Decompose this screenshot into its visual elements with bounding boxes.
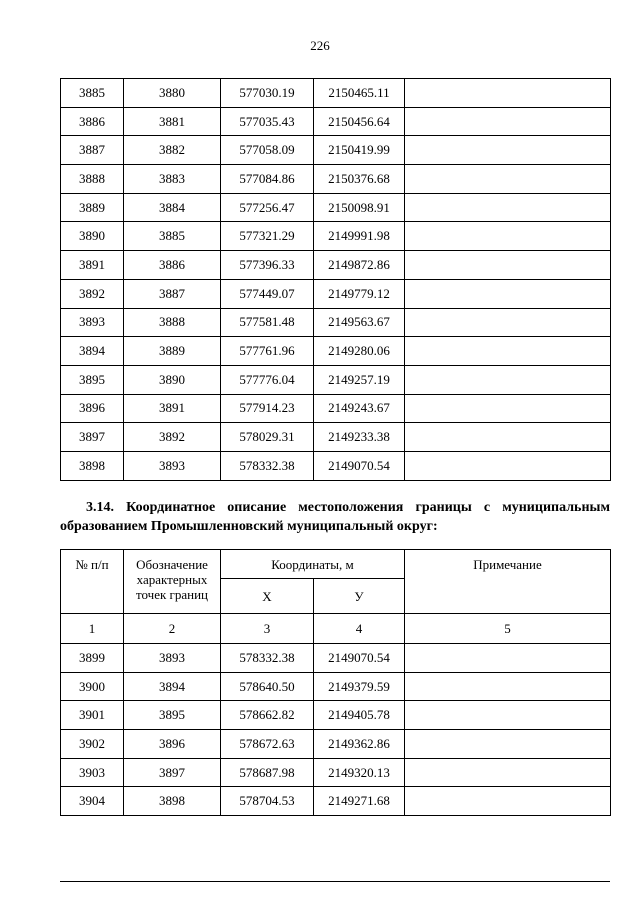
table-header: [61, 550, 611, 644]
cell-y: 2149779.12: [314, 279, 405, 308]
page-number: 226: [310, 38, 330, 53]
cell-designation: 3881: [124, 107, 221, 136]
cell-y: 2150465.11: [314, 79, 405, 108]
cell-designation: 3882: [124, 136, 221, 165]
cell-x: 577321.29: [221, 222, 314, 251]
cell-note: [405, 193, 611, 222]
table-row: [61, 251, 611, 280]
coordinates-table-3-14: [60, 549, 611, 816]
cell-x: 577256.47: [221, 193, 314, 222]
cell-x: 577058.09: [221, 136, 314, 165]
cell-number: 3891: [61, 251, 124, 280]
table-row: [61, 136, 611, 165]
column-number: 3: [221, 614, 314, 644]
cell-x: 578640.50: [221, 672, 314, 701]
cell-note: [405, 451, 611, 480]
cell-designation: 3889: [124, 337, 221, 366]
cell-number: 3886: [61, 107, 124, 136]
coordinates-table-body: [61, 644, 611, 816]
header-coordinates: Координаты, м: [221, 550, 405, 579]
table-row: [61, 279, 611, 308]
coordinates-table-body: [61, 79, 611, 481]
cell-designation: 3890: [124, 365, 221, 394]
section-heading: [60, 498, 610, 536]
cell-number: 3900: [61, 672, 124, 701]
cell-x: 577761.96: [221, 337, 314, 366]
cell-note: [405, 423, 611, 452]
cell-y: 2149233.38: [314, 423, 405, 452]
cell-note: [405, 136, 611, 165]
cell-note: [405, 672, 611, 701]
cell-number: 3899: [61, 644, 124, 673]
cell-number: 3902: [61, 730, 124, 759]
cell-y: 2149872.86: [314, 251, 405, 280]
cell-note: [405, 394, 611, 423]
cell-number: 3904: [61, 787, 124, 816]
column-number: 5: [405, 614, 611, 644]
cell-y: 2149243.67: [314, 394, 405, 423]
cell-y: 2149563.67: [314, 308, 405, 337]
cell-number: 3893: [61, 308, 124, 337]
cell-y: 2149280.06: [314, 337, 405, 366]
header-designation: Обозначение характерных точек границ: [124, 550, 221, 614]
cell-designation: 3895: [124, 701, 221, 730]
cell-note: [405, 701, 611, 730]
cell-y: 2150376.68: [314, 165, 405, 194]
table-row: [61, 337, 611, 366]
table-row: [61, 365, 611, 394]
cell-note: [405, 79, 611, 108]
table-row: [61, 451, 611, 480]
table-row: [61, 394, 611, 423]
cell-x: 577776.04: [221, 365, 314, 394]
section-heading-text: 3.14. Координатное описание местоположения границы с муниципальным образованием Промышленновский муниципальный округ:: [60, 500, 610, 534]
cell-designation: 3898: [124, 787, 221, 816]
table-row: [61, 308, 611, 337]
cell-designation: 3896: [124, 730, 221, 759]
cell-number: 3897: [61, 423, 124, 452]
cell-x: 577581.48: [221, 308, 314, 337]
cell-designation: 3888: [124, 308, 221, 337]
table-row: [61, 730, 611, 759]
cell-designation: 3892: [124, 423, 221, 452]
cell-note: [405, 107, 611, 136]
table-row: [61, 787, 611, 816]
table-row: [61, 644, 611, 673]
cell-x: 577449.07: [221, 279, 314, 308]
cell-x: 577396.33: [221, 251, 314, 280]
cell-x: 578704.53: [221, 787, 314, 816]
footer-rule: [60, 881, 610, 882]
cell-note: [405, 251, 611, 280]
cell-y: 2150456.64: [314, 107, 405, 136]
table-row: [61, 193, 611, 222]
cell-x: 577084.86: [221, 165, 314, 194]
coordinates-table-continued: [60, 78, 611, 481]
column-number: 4: [314, 614, 405, 644]
cell-number: 3898: [61, 451, 124, 480]
cell-x: 578687.98: [221, 758, 314, 787]
header-x: Х: [221, 579, 314, 614]
cell-number: 3901: [61, 701, 124, 730]
cell-note: [405, 730, 611, 759]
column-number-row: [61, 614, 611, 644]
cell-number: 3889: [61, 193, 124, 222]
table-row: [61, 107, 611, 136]
cell-x: 578029.31: [221, 423, 314, 452]
cell-note: [405, 758, 611, 787]
cell-x: 577035.43: [221, 107, 314, 136]
cell-x: 577030.19: [221, 79, 314, 108]
table-row: [61, 79, 611, 108]
cell-note: [405, 279, 611, 308]
cell-designation: 3885: [124, 222, 221, 251]
cell-x: 578332.38: [221, 644, 314, 673]
cell-note: [405, 787, 611, 816]
cell-x: 578672.63: [221, 730, 314, 759]
column-number: 1: [61, 614, 124, 644]
cell-note: [405, 222, 611, 251]
cell-number: 3895: [61, 365, 124, 394]
table-row: [61, 165, 611, 194]
cell-x: 578332.38: [221, 451, 314, 480]
cell-number: 3896: [61, 394, 124, 423]
cell-y: 2149362.86: [314, 730, 405, 759]
cell-number: 3903: [61, 758, 124, 787]
cell-designation: 3883: [124, 165, 221, 194]
header-y: У: [314, 579, 405, 614]
cell-y: 2149070.54: [314, 451, 405, 480]
header-note: Примечание: [405, 550, 611, 614]
cell-number: 3887: [61, 136, 124, 165]
cell-y: 2149271.68: [314, 787, 405, 816]
table-row: [61, 423, 611, 452]
cell-designation: 3897: [124, 758, 221, 787]
cell-designation: 3891: [124, 394, 221, 423]
cell-x: 577914.23: [221, 394, 314, 423]
cell-y: 2149991.98: [314, 222, 405, 251]
cell-number: 3894: [61, 337, 124, 366]
cell-note: [405, 337, 611, 366]
cell-designation: 3886: [124, 251, 221, 280]
cell-y: 2150419.99: [314, 136, 405, 165]
cell-designation: 3887: [124, 279, 221, 308]
header-number: № п/п: [61, 550, 124, 614]
column-number: 2: [124, 614, 221, 644]
cell-y: 2149320.13: [314, 758, 405, 787]
cell-y: 2149405.78: [314, 701, 405, 730]
cell-note: [405, 165, 611, 194]
cell-number: 3892: [61, 279, 124, 308]
table-row: [61, 701, 611, 730]
cell-note: [405, 365, 611, 394]
cell-y: 2149379.59: [314, 672, 405, 701]
table-row: [61, 672, 611, 701]
cell-number: 3888: [61, 165, 124, 194]
cell-number: 3890: [61, 222, 124, 251]
cell-note: [405, 644, 611, 673]
cell-note: [405, 308, 611, 337]
cell-number: 3885: [61, 79, 124, 108]
cell-y: 2149257.19: [314, 365, 405, 394]
cell-y: 2150098.91: [314, 193, 405, 222]
cell-y: 2149070.54: [314, 644, 405, 673]
table-row: [61, 758, 611, 787]
table-row: [61, 222, 611, 251]
cell-x: 578662.82: [221, 701, 314, 730]
cell-designation: 3893: [124, 644, 221, 673]
cell-designation: 3894: [124, 672, 221, 701]
cell-designation: 3893: [124, 451, 221, 480]
cell-designation: 3880: [124, 79, 221, 108]
cell-designation: 3884: [124, 193, 221, 222]
